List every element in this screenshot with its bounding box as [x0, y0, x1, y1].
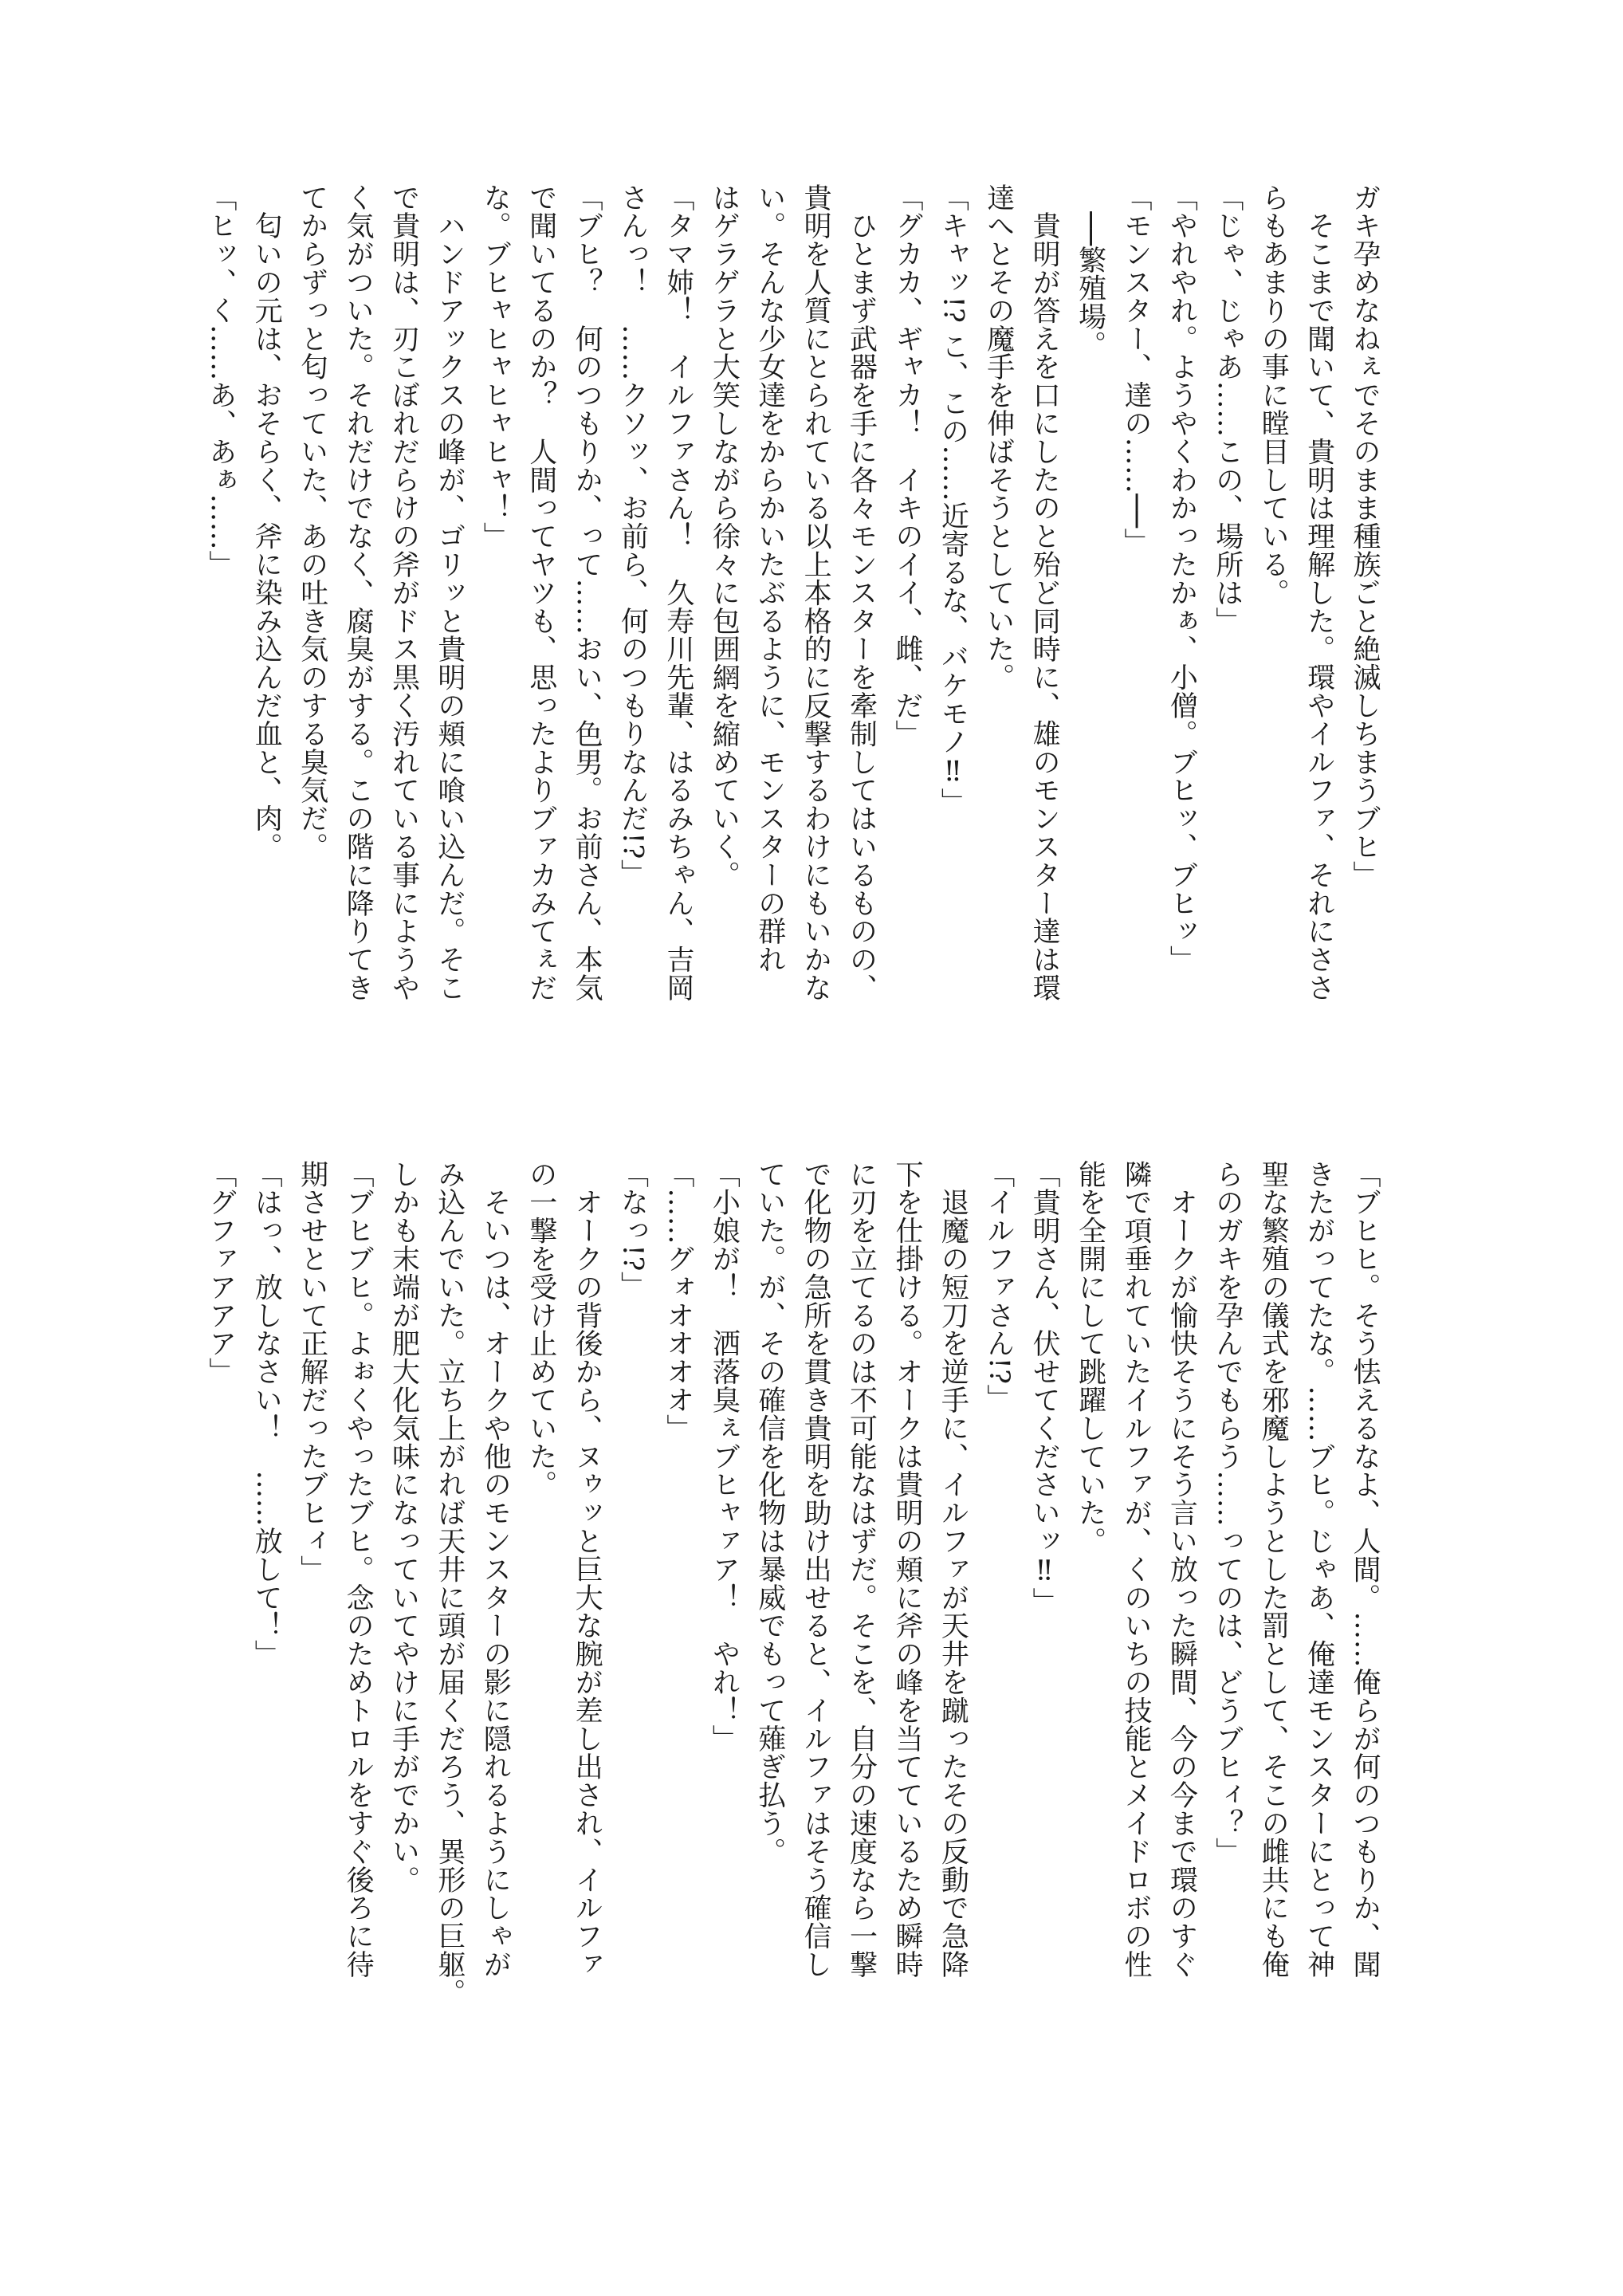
text-line: ひとまず武器を手に各々モンスターを牽制してはいるものの、	[845, 183, 878, 1002]
text-line: さんっ！ ……クソッ、お前ら、何のつもりなんだ!?」	[616, 183, 649, 888]
text-line: 「はっ、放しなさい！ ……放して！」	[250, 1160, 283, 1669]
text-line: そこまで聞いて、貴明は理解した。環やイルファ、それにささ	[1303, 183, 1335, 1002]
text-line: 「グファアアア」	[204, 1160, 237, 1386]
text-line: な。ブヒャヒャヒャヒャ！」	[479, 183, 512, 551]
text-line: ハンドアックスの峰が、ゴリッと貴明の頬に喰い込んだ。そこ	[433, 183, 466, 1002]
text-line: 退魔の短刀を逆手に、イルファが天井を蹴ったその反動で急降	[937, 1160, 969, 1979]
text-line: 「タマ姉！ イルファさん！ 久寿川先輩、はるみちゃん、吉岡	[662, 183, 694, 1002]
text-line: 「ブヒブヒ。よぉくやったブヒ。念のためトロルをすぐ後ろに待	[342, 1160, 375, 1979]
text-line: きたがってたな。……ブヒ。じゃあ、俺達モンスターにとって神	[1303, 1160, 1335, 1979]
text-line: ていた。が、その確信を化物は暴威でもって薙ぎ払う。	[753, 1160, 786, 1866]
text-line: 聖な繁殖の儀式を邪魔しようとした罰として、そこの雌共にも俺	[1257, 1160, 1290, 1979]
text-line: で化物の急所を貫き貴明を助け出せると、イルファはそう確信し	[800, 1160, 832, 1979]
text-line: 貴明を人質にとられている以上本格的に反撃するわけにもいかな	[800, 183, 832, 1002]
text-line: オークの背後から、ヌゥッと巨大な腕が差し出され、イルファ	[571, 1160, 603, 1979]
text-line: 「小娘が！ 洒落臭ぇブヒャァア！ やれ！」	[708, 1160, 741, 1753]
text-block-top	[204, 183, 1387, 1108]
text-line: てからずっと匂っていた、あの吐き気のする臭気だ。	[296, 183, 328, 861]
text-line: 「貴明さん、伏せてくださいッ‼」	[1028, 1160, 1061, 1616]
text-line: はゲラゲラと大笑しながら徐々に包囲網を縮めていく。	[708, 183, 741, 889]
text-line: そいつは、オークや他のモンスターの影に隠れるようにしゃが	[479, 1160, 512, 1979]
text-line: で聞いてるのか？ 人間ってヤツも、思ったよりブァカみてぇだ	[525, 183, 557, 1002]
text-line: に刃を立てるのは不可能なはずだ。そこを、自分の速度なら一撃	[845, 1160, 878, 1979]
text-line: 匂いの元は、おそらく、斧に染み込んだ血と、肉。	[250, 183, 283, 861]
text-line: 能を全開にして跳躍していた。	[1074, 1160, 1106, 1555]
text-line: ガキ孕めなねぇでそのまま種族ごと絶滅しちまうブヒ」	[1349, 183, 1381, 889]
text-line: オークが愉快そうにそう言い放った瞬間、今の今まで環のすぐ	[1165, 1160, 1198, 1979]
text-line: 下を仕掛ける。オークは貴明の頬に斧の峰を当てているため瞬時	[890, 1160, 923, 1979]
text-line: 「じゃ、じゃあ……この、場所は」	[1211, 183, 1244, 635]
text-line: く気がついた。それだけでなく、腐臭がする。この階に降りてき	[342, 183, 375, 1002]
text-line: 「グカカ、ギャカ！ イキのイイ、雌、だ」	[890, 183, 923, 748]
text-line: しかも末端が肥大化気味になっていてやけに手がでかい。	[387, 1160, 420, 1894]
text-line: らのガキを孕んでもらう……ってのは、どうブヒィ？」	[1211, 1160, 1244, 1866]
text-line: 達へとその魔手を伸ばそうとしていた。	[982, 183, 1015, 692]
text-line: 「モンスター、達の……──」	[1119, 183, 1152, 556]
text-line: 「なっ!?」	[616, 1160, 649, 1300]
text-line: 期させといて正解だったブヒィ」	[296, 1160, 328, 1583]
text-line: 隣で項垂れていたイルファが、くのいちの技能とメイドロボの性	[1119, 1160, 1152, 1979]
text-line: の一撃を受け止めていた。	[525, 1160, 557, 1499]
text-line: 「キャッ!? こ、この……近寄るな、バケモノ‼」	[937, 183, 969, 816]
text-block-bottom	[204, 1160, 1387, 2085]
text-line: い。そんな少女達をからかいたぶるように、モンスターの群れ	[753, 183, 786, 974]
text-line: 貴明が答えを口にしたのと殆ど同時に、雄のモンスター達は環	[1028, 183, 1061, 1002]
text-line: らもあまりの事に瞠目している。	[1257, 183, 1290, 607]
text-line: ──繁殖場。	[1074, 183, 1106, 359]
text-line: 「やれやれ。ようやくわかったかぁ、小僧。ブヒッ、ブヒッ」	[1165, 183, 1198, 974]
text-line: 「ブヒヒ。そう怯えるなよ、人間。……俺らが何のつもりか、聞	[1349, 1160, 1381, 1979]
text-line: 「……グォオオオオ」	[662, 1160, 694, 1442]
text-line: 「ヒッ、く……あ、あぁ……」	[204, 183, 237, 579]
text-line: 「ブヒ？ 何のつもりか、って……おい、色男。お前さん、本気	[571, 183, 603, 1002]
text-line: み込んでいた。立ち上がれば天井に頭が届くだろう、異形の巨躯。	[433, 1160, 466, 2007]
text-line: 「イルファさん!?」	[982, 1160, 1015, 1413]
text-line: で貴明は、刃こぼれだらけの斧がドス黒く汚れている事にようや	[387, 183, 420, 1002]
